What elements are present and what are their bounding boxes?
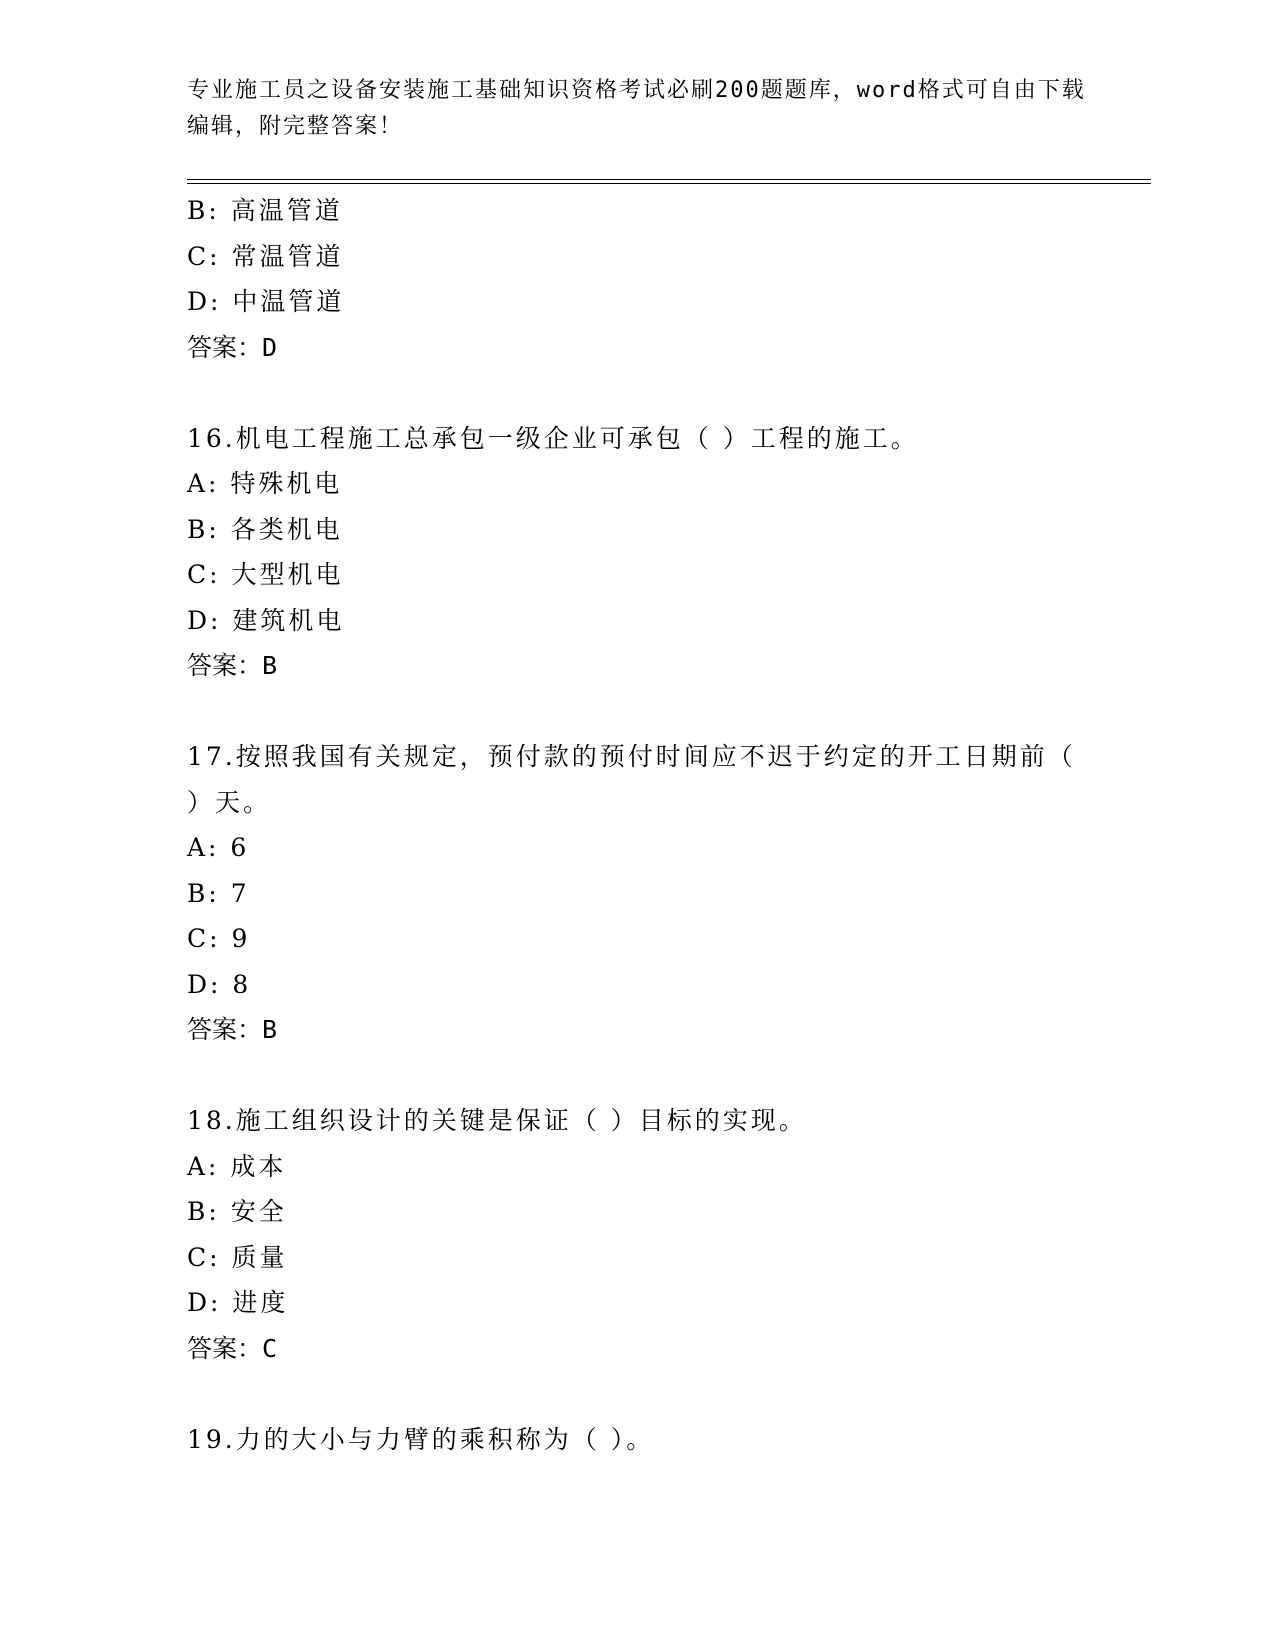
question-19 — [187, 1417, 1087, 1463]
option-a: A: 6 — [187, 833, 250, 862]
option-c: C: 9 — [187, 924, 251, 953]
question-stem: 19.力的大小与力臂的乘积称为（ ）。 — [187, 1424, 655, 1454]
option-b: B: 7 — [187, 878, 250, 908]
option-b: B: 安全 — [187, 1197, 287, 1226]
question-18 — [187, 1098, 1087, 1371]
answer: 答案：D — [187, 332, 278, 362]
option-a: A: 特殊机电 — [187, 469, 343, 498]
spacer — [187, 1371, 1087, 1417]
spacer — [187, 370, 1087, 416]
option-c: C: 质量 — [187, 1242, 288, 1272]
option-d: D: 8 — [187, 969, 252, 999]
answer: 答案：B — [187, 1015, 278, 1044]
question-stem: 16.机电工程施工总承包一级企业可承包（ ）工程的施工。 — [187, 423, 919, 453]
option-c: C: 大型机电 — [187, 560, 344, 589]
document-header: 专业施工员之设备安装施工基础知识资格考试必刷200题题库，word格式可自由下载编辑，附完整答案！ — [187, 78, 1086, 139]
spacer — [187, 689, 1087, 735]
answer: 答案：C — [187, 1333, 278, 1363]
question-16 — [187, 416, 1087, 689]
option-a: A: 成本 — [187, 1151, 287, 1181]
option-d: D: 中温管道 — [187, 287, 345, 316]
question-list — [187, 188, 1087, 1462]
option-c: C: 常温管道 — [187, 241, 344, 271]
spacer — [187, 1053, 1087, 1099]
option-b: B: 高温管道 — [187, 196, 343, 225]
answer: 答案：B — [187, 651, 278, 680]
option-d: D: 建筑机电 — [187, 605, 345, 635]
question-stem: 17.按照我国有关规定，预付款的预付时间应不迟于约定的开工日期前（ ）天。 — [187, 742, 1076, 817]
option-d: D: 进度 — [187, 1288, 289, 1317]
question-17 — [187, 734, 1087, 1053]
header-divider-top — [187, 179, 1151, 180]
header-divider-bottom — [187, 183, 1151, 184]
question-15 — [187, 188, 1087, 370]
option-b: B: 各类机电 — [187, 514, 343, 544]
question-stem: 18.施工组织设计的关键是保证（ ）目标的实现。 — [187, 1106, 807, 1135]
